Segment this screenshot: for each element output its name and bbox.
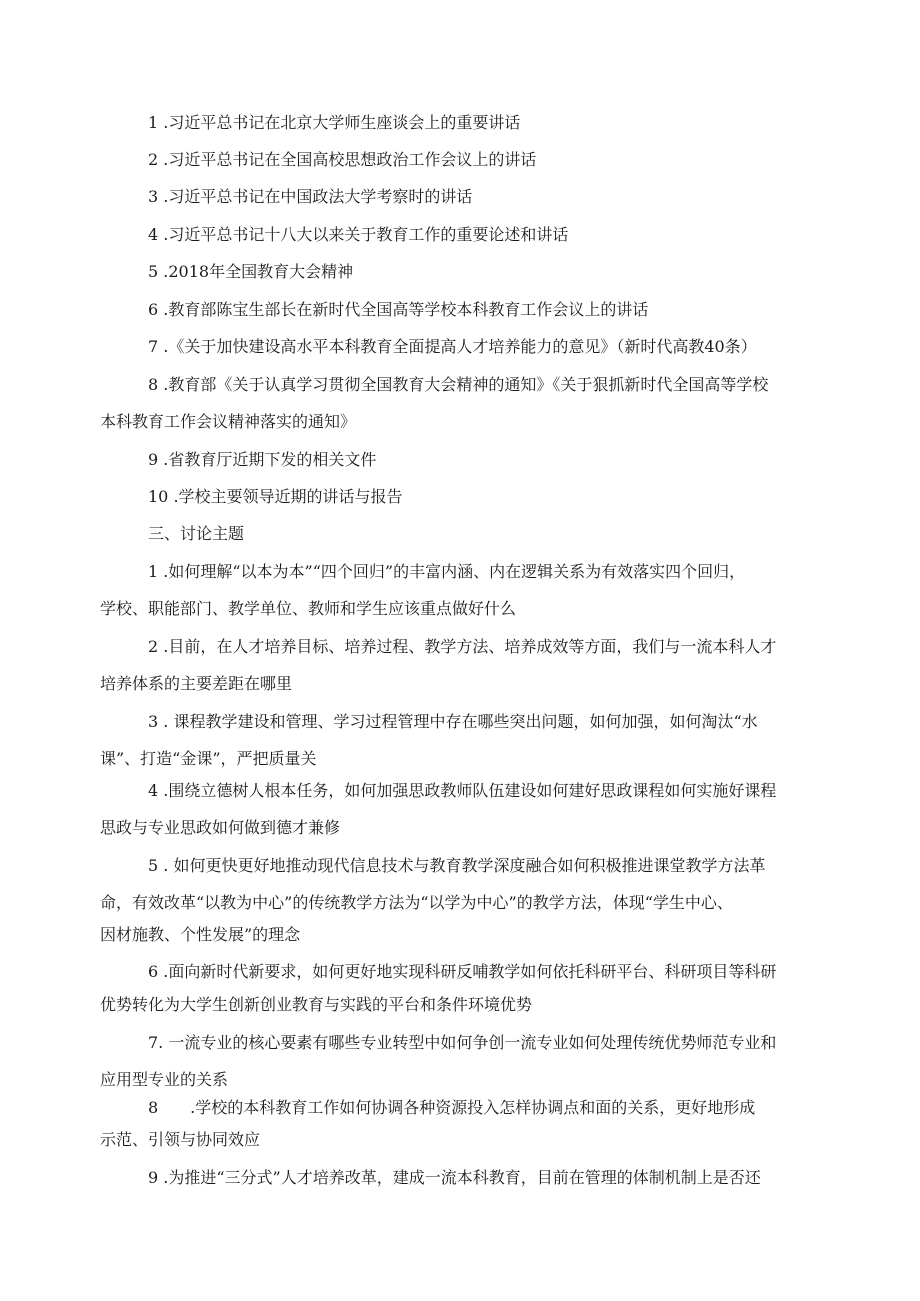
topic-3: 3 . 课程教学建设和管理、学习过程管理中存在哪些突出问题，如何加强，如何淘汰“水 bbox=[148, 712, 758, 731]
reading-item-9: 9 .省教育厅近期下发的相关文件 bbox=[148, 450, 377, 469]
reading-item-3: 3 .习近平总书记在中国政法大学考察时的讲话 bbox=[148, 187, 473, 206]
reading-item-8-cont: 本科教育工作会议精神落实的通知》 bbox=[100, 412, 357, 431]
topic-2: 2 .目前，在人才培养目标、培养过程、教学方法、培养成效等方面，我们与一流本科人才 bbox=[148, 637, 777, 656]
reading-item-4: 4 .习近平总书记十八大以来关于教育工作的重要论述和讲话 bbox=[148, 225, 569, 244]
topic-6: 6 .面向新时代新要求，如何更好地实现科研反哺教学如何依托科研平台、科研项目等科研 bbox=[148, 962, 777, 981]
reading-item-8: 8 .教育部《关于认真学习贯彻全国教育大会精神的通知》《关于狠抓新时代全国高等学校 bbox=[148, 375, 769, 394]
reading-item-7: 7 .《关于加快建设高水平本科教育全面提高人才培养能力的意见》（新时代高教40条） bbox=[148, 337, 757, 356]
topic-7-cont: 应用型专业的关系 bbox=[100, 1070, 229, 1089]
topic-8: 8 .学校的本科教育工作如何协调各种资源投入怎样协调点和面的关系，更好地形成 bbox=[148, 1098, 756, 1117]
section-heading: 三、讨论主题 bbox=[148, 524, 245, 543]
topic-5-cont-2: 因材施教、个性发展”的理念 bbox=[100, 925, 301, 944]
reading-item-10: 10 .学校主要领导近期的讲话与报告 bbox=[148, 487, 403, 506]
topic-4: 4 .围绕立德树人根本任务，如何加强思政教师队伍建设如何建好思政课程如何实施好课程 bbox=[148, 781, 777, 800]
reading-item-2: 2 .习近平总书记在全国高校思想政治工作会议上的讲话 bbox=[148, 150, 537, 169]
topic-3-cont: 课”、打造“金课”，严把质量关 bbox=[100, 749, 317, 768]
reading-item-5: 5 .2018年全国教育大会精神 bbox=[148, 262, 354, 281]
topic-5-cont: 命，有效改革“以教为中心”的传统教学方法为“以学为中心”的教学方法，体现“学生中心、 bbox=[100, 893, 733, 912]
topic-5: 5 . 如何更快更好地推动现代信息技术与教育教学深度融合如何积极推进课堂教学方法革 bbox=[148, 856, 766, 875]
topic-2-cont: 培养体系的主要差距在哪里 bbox=[100, 674, 293, 693]
topic-1-cont: 学校、职能部门、教学单位、教师和学生应该重点做好什么 bbox=[100, 599, 517, 618]
topic-6-cont: 优势转化为大学生创新创业教育与实践的平台和条件环境优势 bbox=[100, 995, 533, 1014]
topic-7: 7. 一流专业的核心要素有哪些专业转型中如何争创一流专业如何处理传统优势师范专业和 bbox=[148, 1033, 777, 1052]
reading-item-6: 6 .教育部陈宝生部长在新时代全国高等学校本科教育工作会议上的讲话 bbox=[148, 300, 649, 319]
topic-8-cont: 示范、引领与协同效应 bbox=[100, 1130, 261, 1149]
reading-item-1: 1 .习近平总书记在北京大学师生座谈会上的重要讲话 bbox=[148, 113, 521, 132]
topic-1: 1 .如何理解“以本为本”“四个回归”的丰富内涵、内在逻辑关系为有效落实四个回归， bbox=[148, 562, 746, 581]
topic-9: 9 .为推进“三分式”人才培养改革，建成一流本科教育，目前在管理的体制机制上是否还 bbox=[148, 1168, 761, 1187]
topic-4-cont: 思政与专业思政如何做到德才兼修 bbox=[100, 818, 341, 837]
